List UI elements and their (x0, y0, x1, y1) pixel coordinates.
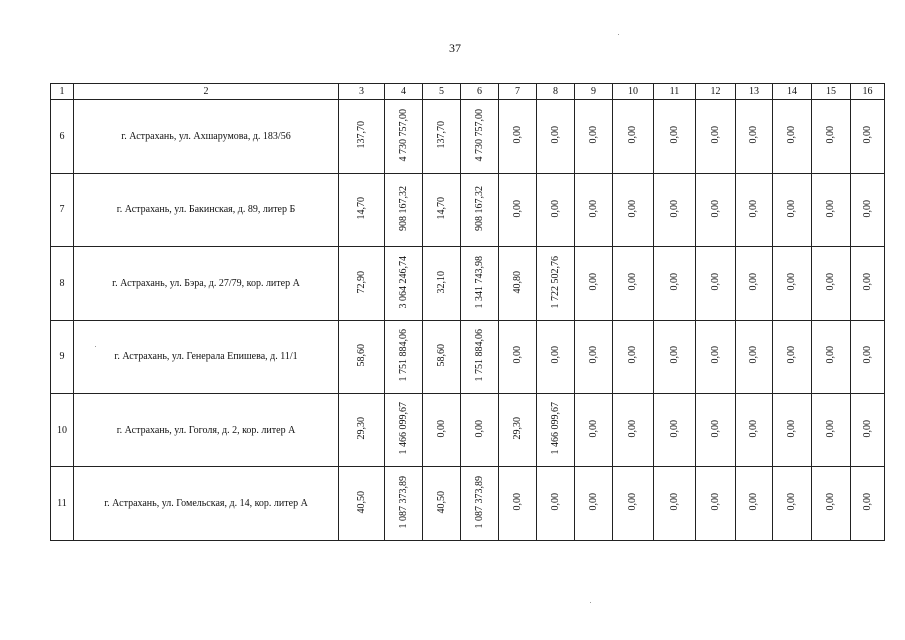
value-text: 1 087 373,89 (397, 475, 409, 529)
value-cell (423, 100, 461, 173)
value-text: 14,70 (355, 197, 367, 220)
value-text: 0,00 (861, 419, 873, 438)
value-cell (339, 173, 385, 246)
value-cell (339, 247, 385, 320)
column-header: 8 (537, 84, 575, 100)
value-cell (385, 320, 423, 393)
table-row (51, 467, 885, 541)
value-cell (575, 467, 613, 541)
address-cell: г. Астрахань, ул. Гоголя, д. 2, кор. литер А (74, 393, 339, 466)
value-cell (613, 320, 654, 393)
value-cell (385, 173, 423, 246)
value-cell (575, 100, 613, 173)
value-cell (851, 467, 885, 541)
value-text: 1 722 502,76 (549, 255, 561, 309)
value-text: 0,00 (825, 493, 836, 511)
column-header: 14 (773, 84, 812, 100)
scan-speck (590, 602, 591, 603)
value-cell (654, 173, 696, 246)
value-cell (736, 247, 773, 320)
value-text: 40,50 (435, 490, 447, 514)
value-text: 908 167,32 (473, 185, 485, 231)
value-text: 0,00 (709, 126, 721, 144)
row-number: 6 (51, 100, 74, 173)
value-text: 0,00 (861, 273, 873, 291)
value-cell (575, 173, 613, 246)
value-text: 0,00 (668, 346, 680, 364)
value-cell (423, 393, 461, 466)
value-cell (773, 100, 812, 173)
value-text: 0,00 (861, 199, 873, 218)
value-text: 0,00 (825, 419, 836, 438)
value-text: 0,00 (549, 493, 561, 511)
value-text: 0,00 (786, 493, 797, 511)
value-cell (499, 393, 537, 466)
value-text: 1 087 373,89 (473, 475, 485, 529)
value-cell (423, 247, 461, 320)
value-text: 1 466 099,67 (397, 402, 409, 455)
address-cell: г. Астрахань, ул. Генерала Епишева, д. 11/1 (74, 320, 339, 393)
value-cell (423, 467, 461, 541)
value-text: 0,00 (786, 273, 797, 291)
value-text: 0,00 (627, 199, 638, 218)
column-header: 16 (851, 84, 885, 100)
value-cell (613, 100, 654, 173)
value-cell (696, 393, 736, 466)
value-cell (736, 467, 773, 541)
value-cell (537, 320, 575, 393)
value-cell (339, 320, 385, 393)
value-text: 29,30 (511, 417, 523, 440)
value-text: 0,00 (511, 199, 523, 218)
column-header: 11 (654, 84, 696, 100)
value-cell (736, 320, 773, 393)
value-cell (461, 247, 499, 320)
value-cell (851, 247, 885, 320)
table-row (51, 247, 885, 320)
value-text: 0,00 (748, 199, 759, 218)
value-cell (696, 320, 736, 393)
table-row (51, 173, 885, 246)
scan-speck (95, 346, 96, 347)
value-text: 0,00 (587, 126, 599, 144)
value-text: 3 064 246,74 (397, 255, 409, 309)
value-cell (812, 173, 851, 246)
scan-speck (618, 34, 619, 35)
value-text: 0,00 (668, 126, 680, 144)
value-text: 1 341 743,98 (473, 255, 485, 309)
value-text: 0,00 (825, 273, 836, 291)
value-cell (773, 173, 812, 246)
value-text: 72,90 (355, 270, 367, 294)
value-cell (773, 247, 812, 320)
address-cell: г. Астрахань, ул. Бэра, д. 27/79, кор. литер А (74, 247, 339, 320)
value-text: 0,00 (627, 273, 638, 291)
value-text: 0,00 (627, 493, 638, 511)
address-cell: г. Астрахань, ул. Бакинская, д. 89, литер Б (74, 173, 339, 246)
column-header: 1 (51, 84, 74, 100)
column-header: 5 (423, 84, 461, 100)
value-cell (423, 173, 461, 246)
value-text: 137,70 (355, 121, 367, 149)
value-text: 0,00 (668, 199, 680, 218)
header-row (51, 84, 885, 100)
value-text: 0,00 (668, 419, 680, 438)
value-cell (537, 247, 575, 320)
value-text: 0,00 (549, 199, 561, 218)
value-cell (812, 100, 851, 173)
value-cell (613, 247, 654, 320)
value-cell (499, 467, 537, 541)
value-text: 908 167,32 (397, 185, 409, 231)
column-header: 15 (812, 84, 851, 100)
value-cell (461, 467, 499, 541)
value-text: 0,00 (668, 493, 680, 511)
value-cell (696, 173, 736, 246)
value-text: 0,00 (627, 346, 638, 364)
value-text: 0,00 (786, 346, 797, 364)
value-cell (385, 393, 423, 466)
value-cell (736, 100, 773, 173)
value-cell (613, 393, 654, 466)
value-cell (499, 100, 537, 173)
value-cell (851, 320, 885, 393)
value-text: 0,00 (511, 346, 523, 364)
row-number: 9 (51, 320, 74, 393)
value-cell (385, 247, 423, 320)
value-text: 40,50 (355, 490, 367, 514)
column-header: 10 (613, 84, 654, 100)
value-cell (851, 393, 885, 466)
value-cell (613, 173, 654, 246)
table-row (51, 320, 885, 393)
value-text: 137,70 (435, 121, 447, 149)
column-header: 3 (339, 84, 385, 100)
value-cell (696, 467, 736, 541)
value-text: 0,00 (627, 419, 638, 438)
value-text: 29,30 (355, 417, 367, 440)
value-cell (812, 320, 851, 393)
value-text: 0,00 (587, 273, 599, 291)
value-cell (339, 467, 385, 541)
value-text: 0,00 (861, 493, 873, 511)
table-row (51, 393, 885, 466)
value-cell (461, 173, 499, 246)
value-cell (537, 100, 575, 173)
value-cell (736, 393, 773, 466)
value-text: 0,00 (861, 346, 873, 364)
value-cell (499, 247, 537, 320)
value-text: 0,00 (709, 419, 721, 438)
value-text: 0,00 (435, 419, 447, 438)
value-text: 0,00 (786, 126, 797, 144)
value-text: 32,10 (435, 270, 447, 294)
value-text: 1 751 884,06 (473, 328, 485, 382)
value-text: 0,00 (587, 419, 599, 438)
value-text: 0,00 (627, 126, 638, 144)
value-text: 0,00 (668, 273, 680, 291)
row-number: 7 (51, 173, 74, 246)
value-cell (851, 100, 885, 173)
value-cell (385, 467, 423, 541)
value-text: 0,00 (748, 273, 759, 291)
value-cell (736, 173, 773, 246)
value-cell (773, 393, 812, 466)
value-cell (812, 247, 851, 320)
value-text: 4 730 757,00 (397, 108, 409, 162)
value-cell (339, 393, 385, 466)
value-text: 0,00 (748, 493, 759, 511)
value-text: 4 730 757,00 (473, 108, 485, 162)
value-text: 0,00 (549, 346, 561, 364)
value-cell (461, 100, 499, 173)
value-cell (339, 100, 385, 173)
value-text: 0,00 (825, 126, 836, 144)
row-number: 8 (51, 247, 74, 320)
value-cell (654, 320, 696, 393)
value-cell (851, 173, 885, 246)
value-cell (499, 173, 537, 246)
value-text: 58,60 (435, 343, 447, 367)
value-cell (773, 467, 812, 541)
value-text: 58,60 (355, 343, 367, 367)
value-text: 0,00 (825, 346, 836, 364)
value-text: 0,00 (748, 419, 759, 438)
table-body (51, 84, 885, 541)
value-cell (696, 100, 736, 173)
value-text: 0,00 (587, 199, 599, 218)
value-text: 0,00 (748, 346, 759, 364)
value-cell (537, 393, 575, 466)
value-cell (575, 393, 613, 466)
value-text: 0,00 (709, 273, 721, 291)
value-cell (575, 247, 613, 320)
value-cell (537, 467, 575, 541)
address-cell: г. Астрахань, ул. Гомельская, д. 14, кор. литер А (74, 467, 339, 541)
value-text: 0,00 (549, 126, 561, 144)
value-cell (461, 320, 499, 393)
value-cell (461, 393, 499, 466)
value-text: 0,00 (511, 126, 523, 144)
value-text: 0,00 (473, 419, 485, 438)
value-text: 40,80 (511, 270, 523, 294)
value-text: 0,00 (709, 493, 721, 511)
value-text: 0,00 (825, 199, 836, 218)
value-text: 0,00 (587, 493, 599, 511)
column-header: 12 (696, 84, 736, 100)
value-text: 0,00 (861, 126, 873, 144)
value-cell (423, 320, 461, 393)
value-text: 0,00 (511, 493, 523, 511)
column-header: 6 (461, 84, 499, 100)
address-cell: г. Астрахань, ул. Ахшарумова, д. 183/56 (74, 100, 339, 173)
value-text: 0,00 (786, 199, 797, 218)
value-cell (654, 100, 696, 173)
value-cell (654, 393, 696, 466)
value-text: 0,00 (748, 126, 759, 144)
column-header: 9 (575, 84, 613, 100)
value-text: 1 751 884,06 (397, 328, 409, 382)
value-cell (696, 247, 736, 320)
value-cell (773, 320, 812, 393)
housing-fund-table (50, 83, 885, 541)
value-cell (499, 320, 537, 393)
value-text: 0,00 (709, 346, 721, 364)
column-header: 13 (736, 84, 773, 100)
column-header: 4 (385, 84, 423, 100)
value-text: 1 466 099,67 (549, 402, 561, 455)
value-cell (385, 100, 423, 173)
table-row (51, 100, 885, 173)
value-cell (812, 393, 851, 466)
column-header: 2 (74, 84, 339, 100)
value-text: 0,00 (709, 199, 721, 218)
value-text: 0,00 (786, 419, 797, 438)
value-cell (812, 467, 851, 541)
value-cell (654, 247, 696, 320)
row-number: 10 (51, 393, 74, 466)
value-cell (613, 467, 654, 541)
value-text: 0,00 (587, 346, 599, 364)
page-number: 37 (449, 41, 461, 55)
column-header: 7 (499, 84, 537, 100)
value-cell (575, 320, 613, 393)
row-number: 11 (51, 467, 74, 541)
value-text: 14,70 (435, 197, 447, 220)
value-cell (537, 173, 575, 246)
value-cell (654, 467, 696, 541)
